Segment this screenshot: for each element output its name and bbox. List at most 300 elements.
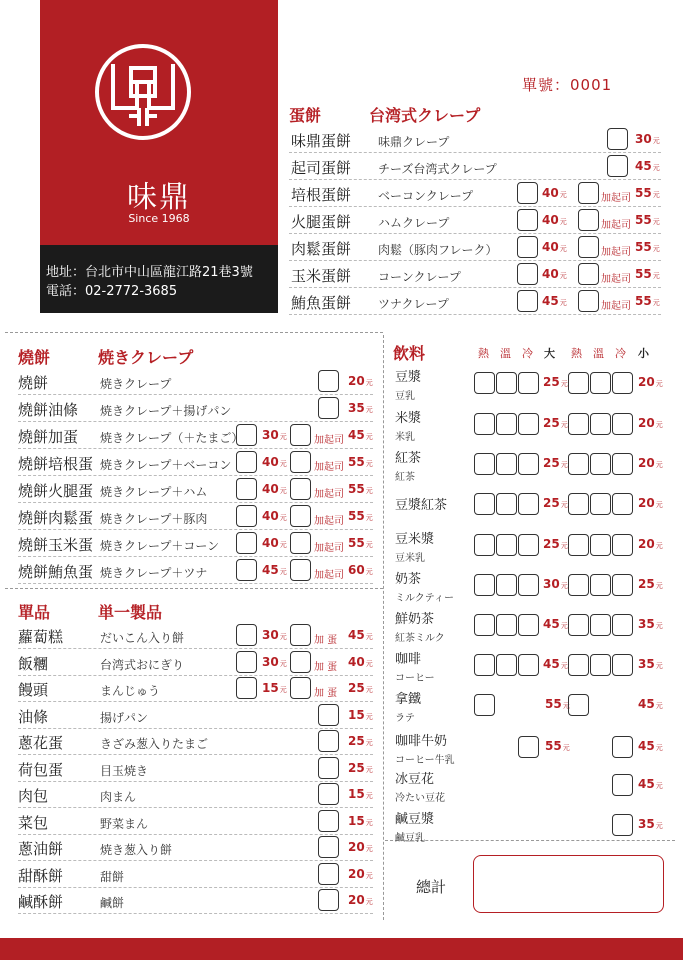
currency-unit: 元 — [560, 662, 568, 670]
price-value: 30 — [262, 654, 279, 669]
currency-unit: 元 — [655, 421, 663, 429]
order-checkbox[interactable] — [517, 182, 538, 204]
currency-unit: 元 — [365, 487, 373, 495]
price — [543, 657, 568, 671]
price — [545, 739, 570, 753]
order-checkbox[interactable] — [568, 574, 589, 596]
price — [638, 496, 663, 510]
order-checkbox[interactable] — [578, 290, 599, 312]
order-checkbox[interactable] — [590, 574, 611, 596]
drink-name: 咖啡 — [395, 652, 422, 667]
order-checkbox[interactable] — [612, 372, 633, 394]
order-checkbox[interactable] — [474, 694, 495, 716]
currency-unit: 元 — [365, 818, 373, 827]
price-value: 55 — [635, 186, 652, 200]
order-checkbox[interactable] — [290, 478, 311, 500]
item-name: 燒餅玉米蛋 — [18, 536, 94, 554]
order-checkbox[interactable] — [290, 559, 311, 581]
section-single-title: 單品 単一製品 — [18, 603, 163, 622]
order-checkbox[interactable] — [612, 736, 633, 758]
price — [635, 213, 660, 227]
price — [348, 401, 373, 415]
address: 地址：台北市中山區龍江路21巷3號 — [46, 265, 253, 280]
item-name: 甜酥餅 — [18, 866, 64, 885]
price-value: 15 — [348, 813, 365, 828]
drink-name-jp: ラテ — [395, 713, 415, 724]
item-name-jp: 肉まん — [100, 790, 137, 804]
item-name: 飯糰 — [18, 654, 49, 673]
drink-row — [393, 652, 663, 686]
order-checkbox[interactable] — [590, 614, 611, 636]
contact-panel — [40, 245, 278, 313]
menu-row — [18, 782, 373, 808]
price — [638, 697, 663, 711]
currency-unit: 元 — [365, 433, 373, 441]
order-checkbox[interactable] — [318, 757, 339, 779]
order-checkbox[interactable] — [318, 783, 339, 805]
item-name-jp: 台湾式おにぎり — [100, 657, 185, 672]
order-checkbox[interactable] — [612, 413, 633, 435]
order-checkbox[interactable] — [496, 654, 517, 676]
item-name: 培根蛋餅 — [291, 186, 352, 204]
currency-unit: 元 — [365, 659, 373, 668]
price-value: 30 — [262, 428, 279, 442]
item-name: 燒餅加蛋 — [18, 428, 79, 446]
price — [638, 375, 663, 389]
order-checkbox[interactable] — [496, 574, 517, 596]
item-name-jp: 焼きクレープ＋ハム — [100, 485, 208, 499]
price — [262, 628, 287, 642]
order-checkbox[interactable] — [568, 413, 589, 435]
order-checkbox[interactable] — [568, 372, 589, 394]
order-checkbox[interactable] — [290, 451, 311, 473]
drink-name: 豆漿 — [395, 370, 422, 385]
order-checkbox[interactable] — [290, 532, 311, 554]
price-value: 25 — [543, 456, 560, 470]
order-checkbox[interactable] — [318, 730, 339, 752]
currency-unit: 元 — [655, 744, 663, 752]
currency-unit: 元 — [279, 633, 287, 641]
order-checkbox[interactable] — [474, 413, 495, 435]
currency-unit: 元 — [562, 702, 570, 710]
order-checkbox[interactable] — [568, 453, 589, 475]
currency-unit: 元 — [559, 218, 567, 226]
price — [543, 496, 568, 510]
order-checkbox[interactable] — [568, 534, 589, 556]
drink-row — [393, 370, 663, 404]
currency-unit: 元 — [655, 461, 663, 469]
item-name: 菜包 — [18, 813, 49, 832]
price-value: 40 — [348, 654, 365, 669]
drink-name: 鹹豆漿 — [395, 812, 435, 827]
price — [543, 375, 568, 389]
order-checkbox[interactable] — [236, 424, 257, 446]
currency-unit: 元 — [652, 191, 660, 199]
currency-unit: 元 — [365, 845, 373, 853]
menu-row — [289, 127, 661, 153]
order-checkbox[interactable] — [518, 493, 539, 515]
price-value: 30 — [635, 132, 652, 146]
currency-unit: 元 — [365, 406, 373, 414]
divider — [383, 335, 384, 920]
order-checkbox[interactable] — [518, 453, 539, 475]
order-checkbox[interactable] — [236, 505, 257, 527]
price — [638, 777, 663, 791]
currency-unit: 元 — [652, 245, 660, 253]
add-cheese-label: 加起司 — [601, 193, 631, 204]
drink-column-header: 冷 — [615, 347, 626, 360]
menu-row — [18, 756, 373, 782]
price-value: 55 — [348, 536, 365, 550]
item-name: 荷包蛋 — [18, 760, 64, 779]
order-checkbox[interactable] — [590, 654, 611, 676]
order-checkbox[interactable] — [236, 624, 257, 646]
order-checkbox[interactable] — [518, 736, 539, 758]
currency-unit: 元 — [655, 542, 663, 550]
drink-name: 紅茶 — [395, 451, 422, 466]
drink-row — [393, 734, 663, 768]
menu-row — [18, 369, 373, 395]
drink-name: 豆漿紅茶 — [395, 498, 448, 513]
order-checkbox[interactable] — [496, 493, 517, 515]
order-checkbox[interactable] — [290, 624, 311, 646]
price-value: 20 — [638, 456, 655, 470]
order-checkbox[interactable] — [518, 372, 539, 394]
price — [348, 536, 373, 550]
price-value: 20 — [348, 893, 365, 907]
item-name: 味鼎蛋餅 — [291, 132, 352, 150]
currency-unit: 元 — [365, 898, 373, 906]
item-name-jp: 焼きクレープ（＋たまご） — [100, 431, 244, 445]
item-name: 燒餅油條 — [18, 401, 79, 419]
order-checkbox[interactable] — [590, 453, 611, 475]
footer-bar — [0, 938, 683, 960]
item-name-jp: 焼きクレープ＋揚げパン — [100, 404, 232, 418]
price — [635, 240, 660, 254]
order-checkbox[interactable] — [318, 397, 339, 419]
price-value: 30 — [543, 577, 560, 591]
menu-row — [18, 504, 373, 530]
price-value: 35 — [638, 817, 655, 831]
order-checkbox[interactable] — [590, 493, 611, 515]
item-name-jp: ツナクレープ — [378, 297, 449, 311]
currency-unit: 元 — [560, 501, 568, 509]
currency-unit: 元 — [279, 659, 287, 668]
order-checkbox[interactable] — [612, 654, 633, 676]
drink-row — [393, 612, 663, 646]
add-cheese-label: 加起司 — [601, 301, 631, 312]
order-checkbox[interactable] — [578, 209, 599, 231]
order-checkbox[interactable] — [474, 493, 495, 515]
order-checkbox[interactable] — [474, 534, 495, 556]
order-checkbox[interactable] — [590, 534, 611, 556]
menu-row — [18, 888, 373, 914]
order-checkbox[interactable] — [517, 236, 538, 258]
item-name: 燒餅 — [18, 374, 49, 392]
price-value: 15 — [262, 681, 279, 695]
drink-column-header: 熱 — [478, 347, 489, 360]
price — [638, 817, 663, 831]
order-checkbox[interactable] — [496, 614, 517, 636]
order-checkbox[interactable] — [612, 534, 633, 556]
price — [635, 159, 660, 173]
order-checkbox[interactable] — [612, 774, 633, 796]
section-drinks-title: 飲料 — [393, 344, 426, 363]
item-name: 鮪魚蛋餅 — [291, 294, 352, 312]
currency-unit: 元 — [365, 568, 373, 576]
item-name-jp: 甜餅 — [100, 869, 125, 884]
order-checkbox[interactable] — [496, 534, 517, 556]
drink-name-jp: 紅茶 — [395, 472, 415, 483]
menu-row — [18, 729, 373, 755]
item-name: 油條 — [18, 707, 49, 726]
item-name-jp: 鹹餅 — [100, 896, 125, 910]
order-checkbox[interactable] — [318, 836, 339, 858]
currency-unit: 元 — [559, 272, 567, 280]
price-value: 20 — [348, 866, 365, 881]
price-value: 20 — [638, 537, 655, 551]
currency-unit: 元 — [655, 622, 663, 630]
order-checkbox[interactable] — [568, 493, 589, 515]
price-value: 40 — [542, 267, 559, 281]
price — [635, 186, 660, 200]
price-value: 20 — [638, 375, 655, 389]
order-checkbox[interactable] — [236, 532, 257, 554]
item-name: 蘿蔔糕 — [18, 628, 64, 646]
drink-column-header: 冷 — [522, 347, 533, 360]
currency-unit: 元 — [560, 582, 568, 590]
currency-unit: 元 — [652, 272, 660, 280]
order-checkbox[interactable] — [518, 654, 539, 676]
price — [348, 482, 373, 496]
menu-row — [18, 862, 373, 888]
currency-unit: 元 — [560, 622, 568, 630]
total-label: 總計 — [416, 878, 447, 896]
item-name-jp: きざみ葱入りたまご — [100, 737, 209, 751]
price-value: 20 — [638, 416, 655, 430]
order-checkbox[interactable] — [518, 534, 539, 556]
price — [262, 509, 287, 523]
drink-row — [393, 772, 663, 806]
drink-column-header: 大 — [544, 347, 555, 360]
price — [262, 681, 287, 695]
price — [543, 456, 568, 470]
order-checkbox[interactable] — [290, 424, 311, 446]
price — [543, 537, 568, 551]
price-value: 55 — [635, 267, 652, 281]
order-checkbox[interactable] — [612, 453, 633, 475]
menu-row — [289, 154, 661, 180]
drink-row — [393, 491, 663, 525]
item-name-jp: 焼きクレープ＋豚肉 — [100, 512, 208, 526]
menu-row — [18, 450, 373, 476]
item-name: 玉米蛋餅 — [291, 267, 352, 285]
order-checkbox[interactable] — [612, 614, 633, 636]
drink-name: 拿鐵 — [395, 692, 422, 707]
price — [348, 787, 373, 801]
order-checkbox[interactable] — [290, 651, 311, 673]
order-checkbox[interactable] — [568, 694, 589, 716]
order-checkbox[interactable] — [236, 559, 257, 581]
drink-row — [393, 572, 663, 606]
order-checkbox[interactable] — [517, 263, 538, 285]
price — [638, 416, 663, 430]
order-checkbox[interactable] — [518, 574, 539, 596]
add-egg-label: 加 蛋 — [314, 661, 338, 673]
drink-name-jp: コーヒー牛乳 — [395, 755, 455, 766]
price-value: 55 — [635, 213, 652, 227]
price — [542, 213, 567, 227]
price-value: 20 — [348, 374, 365, 388]
section-baked-title: 燒餅 焼きクレープ — [18, 348, 194, 367]
order-checkbox[interactable] — [236, 478, 257, 500]
price — [348, 734, 373, 748]
price-value: 35 — [638, 617, 655, 631]
order-checkbox[interactable] — [474, 372, 495, 394]
divider — [5, 332, 383, 333]
price — [543, 416, 568, 430]
item-name: 蔥油餅 — [18, 840, 64, 858]
currency-unit: 元 — [655, 582, 663, 590]
order-checkbox[interactable] — [318, 889, 339, 911]
price-value: 45 — [348, 428, 365, 442]
price — [348, 708, 373, 722]
drink-name: 豆米漿 — [395, 532, 435, 547]
drink-row — [393, 451, 663, 485]
add-cheese-label: 加起司 — [314, 462, 344, 473]
ticket-number: 單號：0001 — [522, 76, 613, 94]
order-checkbox[interactable] — [612, 493, 633, 515]
price-value: 25 — [543, 416, 560, 430]
currency-unit: 元 — [655, 501, 663, 509]
order-checkbox[interactable] — [590, 372, 611, 394]
item-name-jp: 揚げパン — [100, 710, 149, 725]
menu-row — [18, 423, 373, 449]
price — [348, 563, 373, 577]
order-checkbox[interactable] — [318, 704, 339, 726]
phone: 電話：02-2772-3685 — [46, 284, 178, 299]
menu-row — [289, 289, 661, 315]
price-value: 45 — [638, 777, 655, 791]
price — [348, 374, 373, 388]
item-name: 起司蛋餅 — [291, 159, 352, 177]
currency-unit: 元 — [365, 686, 373, 694]
price — [262, 536, 287, 550]
price-value: 55 — [348, 455, 365, 469]
price — [262, 455, 287, 469]
price-value: 55 — [348, 509, 365, 523]
order-checkbox[interactable] — [318, 863, 339, 885]
price — [262, 428, 287, 442]
item-name-jp: 焼きクレープ — [100, 377, 172, 391]
order-checkbox[interactable] — [612, 814, 633, 836]
price — [635, 267, 660, 281]
drink-column-header: 溫 — [593, 347, 604, 360]
order-checkbox[interactable] — [578, 236, 599, 258]
order-checkbox[interactable] — [517, 290, 538, 312]
menu-row — [289, 262, 661, 288]
order-checkbox[interactable] — [518, 413, 539, 435]
price-value: 55 — [635, 240, 652, 254]
price-value: 15 — [348, 787, 365, 801]
order-checkbox[interactable] — [236, 651, 257, 673]
price-value: 45 — [638, 739, 655, 753]
price-value: 45 — [542, 294, 559, 308]
drink-name-jp: 鹹豆乳 — [395, 833, 425, 844]
add-cheese-label: 加起司 — [314, 489, 344, 500]
currency-unit: 元 — [652, 137, 660, 145]
currency-unit: 元 — [559, 299, 567, 307]
currency-unit: 元 — [560, 542, 568, 550]
currency-unit: 元 — [655, 822, 663, 830]
currency-unit: 元 — [365, 792, 373, 800]
order-checkbox[interactable] — [607, 128, 628, 150]
order-checkbox[interactable] — [496, 453, 517, 475]
currency-unit: 元 — [365, 712, 373, 721]
order-checkbox[interactable] — [612, 574, 633, 596]
order-checkbox[interactable] — [318, 810, 339, 832]
order-checkbox[interactable] — [568, 654, 589, 676]
drink-name: 鮮奶茶 — [395, 612, 435, 627]
item-name: 肉鬆蛋餅 — [291, 240, 352, 258]
total-field[interactable] — [473, 855, 664, 913]
currency-unit: 元 — [365, 460, 373, 468]
price-value: 55 — [545, 739, 562, 753]
order-checkbox[interactable] — [607, 155, 628, 177]
order-checkbox[interactable] — [236, 677, 257, 699]
logo-panel — [40, 0, 278, 245]
order-checkbox[interactable] — [474, 614, 495, 636]
price-value: 40 — [542, 186, 559, 200]
drink-name-jp: ミルクティー — [395, 593, 454, 604]
currency-unit: 元 — [655, 662, 663, 670]
order-checkbox[interactable] — [318, 370, 339, 392]
drink-name-jp: 米乳 — [395, 432, 415, 443]
order-checkbox[interactable] — [578, 263, 599, 285]
add-cheese-label: 加起司 — [314, 543, 344, 554]
price-value: 25 — [543, 375, 560, 389]
item-name-jp: だいこん入り餅 — [100, 631, 185, 645]
order-checkbox[interactable] — [517, 209, 538, 231]
order-checkbox[interactable] — [290, 677, 311, 699]
item-name: 燒餅培根蛋 — [18, 455, 94, 473]
item-name: 燒餅鮪魚蛋 — [18, 563, 94, 581]
order-checkbox[interactable] — [236, 451, 257, 473]
currency-unit: 元 — [279, 514, 287, 522]
order-checkbox[interactable] — [578, 182, 599, 204]
currency-unit: 元 — [560, 421, 568, 429]
menu-row — [289, 181, 661, 207]
currency-unit: 元 — [560, 380, 568, 388]
currency-unit: 元 — [365, 541, 373, 549]
price — [543, 577, 568, 591]
order-checkbox[interactable] — [496, 413, 517, 435]
order-checkbox[interactable] — [474, 574, 495, 596]
order-checkbox[interactable] — [518, 614, 539, 636]
drink-name: 奶茶 — [395, 572, 422, 587]
currency-unit: 元 — [559, 245, 567, 253]
order-checkbox[interactable] — [474, 654, 495, 676]
price-value: 45 — [543, 657, 560, 671]
price-value: 40 — [262, 536, 279, 550]
order-checkbox[interactable] — [568, 614, 589, 636]
order-checkbox[interactable] — [290, 505, 311, 527]
menu-row — [18, 623, 373, 649]
order-checkbox[interactable] — [590, 413, 611, 435]
order-checkbox[interactable] — [496, 372, 517, 394]
order-checkbox[interactable] — [474, 453, 495, 475]
drink-column-header: 小 — [638, 347, 649, 360]
